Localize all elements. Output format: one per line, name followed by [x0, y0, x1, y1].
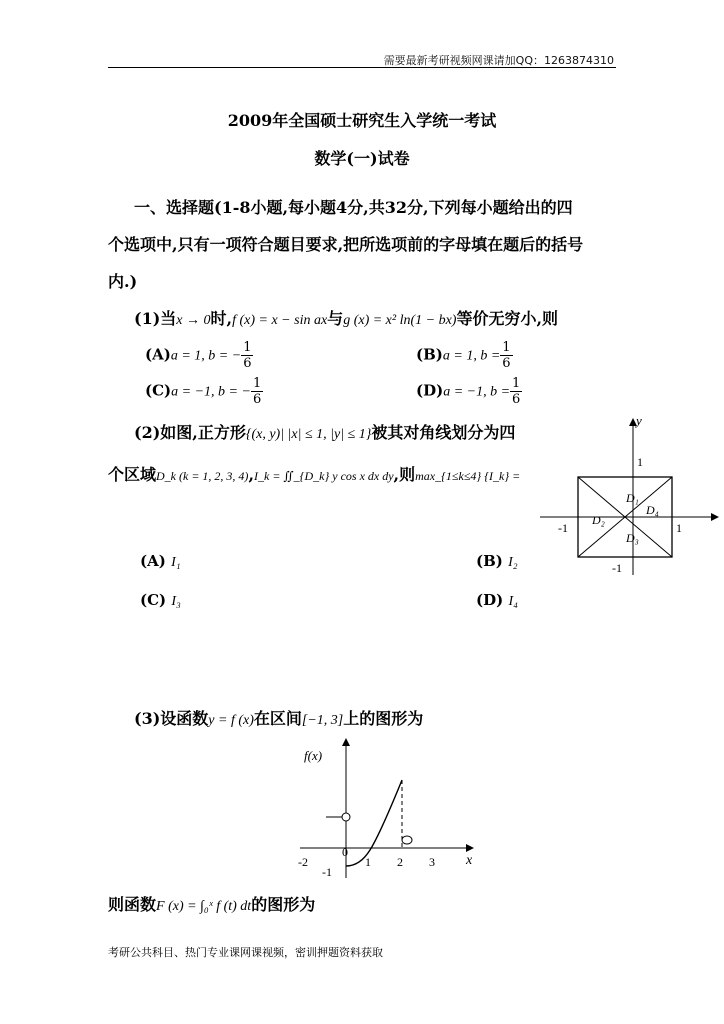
q3-followup	[108, 892, 315, 915]
frac-num: 1	[512, 376, 521, 391]
option-label: (A)	[140, 552, 166, 570]
tick-3: 3	[429, 855, 435, 869]
region-d1: D₁	[626, 491, 639, 505]
frac-num: 1	[243, 340, 252, 355]
q3-text-3: 则函数	[108, 895, 157, 914]
q2-text-2: 个区域	[108, 465, 157, 484]
q2-text-4: ,则	[393, 465, 416, 484]
q2-max-expr: max_{1≤k≤4} {I_k} =	[415, 469, 521, 483]
frac-den: 6	[512, 392, 521, 407]
q2-option-a[interactable]	[140, 552, 181, 571]
section-heading-2: 个选项中,只有一项符合题目要求,把所选项前的字母填在题后的括号	[108, 235, 584, 254]
tick-neg1: -1	[322, 865, 332, 879]
q2-number: (2)如图,正方形	[134, 423, 246, 442]
q1-option-d[interactable]	[416, 376, 522, 407]
q3-text-2: 上的图形为	[343, 709, 424, 728]
option-label: (B)	[476, 552, 503, 570]
frac-num: 1	[502, 340, 511, 355]
tick-1: 1	[365, 855, 371, 869]
option-value: I₃	[171, 594, 181, 609]
frac-den: 6	[243, 356, 252, 371]
frac-num: 1	[252, 376, 262, 391]
option-expr: a = 1, b =	[442, 348, 501, 364]
curve	[346, 780, 402, 866]
open-point-0-1	[342, 813, 350, 821]
q2-option-d[interactable]	[476, 591, 518, 610]
tick-top: 1	[637, 455, 643, 469]
q3-F-expr: F (x) = ∫₀ˣ f (t) dt	[156, 899, 252, 914]
q2-set-expr: {(x, y)| |x| ≤ 1, |y| ≤ 1}	[245, 427, 372, 442]
q2-square-figure	[540, 410, 722, 580]
header-rule	[108, 67, 616, 68]
frac-den: 6	[252, 392, 262, 407]
section-heading-1: 一、选择题(1-8小题,每小题4分,共32分,下列每小题给出的四	[134, 198, 573, 217]
origin-label: 0	[342, 845, 348, 859]
region-d2: D₂	[592, 513, 605, 527]
option-value: I₂	[508, 555, 518, 570]
option-expr: a = −1, b =	[443, 384, 511, 400]
q2-region-expr: D_k (k = 1, 2, 3, 4)	[156, 469, 249, 483]
option-label: (D)	[416, 381, 444, 400]
footer-text: 考研公共科目、热门专业课网课视频，密训押题资料获取	[108, 946, 383, 959]
x-label: x	[466, 853, 473, 868]
tick-2: 2	[397, 855, 403, 869]
q3-number: (3)设函数	[134, 709, 209, 728]
region-d4: D₄	[646, 503, 659, 517]
header-text: 需要最新考研视频网课请加QQ：1263874310	[383, 54, 614, 67]
q2-text-3: ,	[248, 465, 255, 484]
q1-option-a[interactable]	[145, 340, 253, 371]
option-label: (A)	[145, 345, 171, 364]
q3-text-4: 的图形为	[251, 895, 316, 914]
region-d3: D₃	[626, 531, 639, 545]
q2-text-1: 被其对角线划分为四	[371, 423, 516, 442]
q1-g-expr: g (x) = x² ln(1 − bx)	[343, 313, 457, 328]
q3-stem	[134, 706, 423, 729]
q1-f-expr: f (x) = x − sin ax	[232, 313, 328, 328]
q2-stem-2	[108, 462, 520, 485]
option-label: (D)	[476, 591, 504, 609]
q1-text-3: 等价无穷小,则	[456, 309, 559, 328]
frac-den: 6	[502, 356, 511, 371]
q1-number: (1)当	[134, 309, 177, 328]
q1-condition: x → 0	[176, 313, 211, 328]
option-value: I₄	[508, 594, 518, 609]
q1-option-c[interactable]	[145, 376, 263, 407]
option-expr: a = 1, b = −	[170, 348, 242, 364]
tick-neg2: -2	[298, 855, 308, 869]
option-label: (C)	[140, 591, 167, 609]
option-value: I₁	[171, 555, 181, 570]
y-axis-label: y	[636, 413, 642, 428]
exam-subtitle: 数学(一)试卷	[314, 149, 410, 168]
q1-text-2: 与	[327, 309, 344, 328]
open-point-2-0	[402, 836, 412, 844]
section-heading-3: 内.)	[108, 272, 138, 291]
q3-function-graph	[290, 738, 490, 884]
y-label: f(x)	[304, 748, 323, 763]
q3-func-expr: y = f (x)	[208, 713, 254, 728]
q1-text-1: 时,	[210, 309, 233, 328]
q1-option-b[interactable]	[416, 340, 513, 371]
option-expr: a = −1, b = −	[171, 384, 251, 400]
option-label: (C)	[145, 381, 172, 400]
q2-option-c[interactable]	[140, 591, 181, 610]
tick-right: 1	[676, 521, 682, 535]
q2-integral-expr: I_k = ∬_{D_k} y cos x dx dy	[254, 469, 394, 483]
q2-stem-1	[134, 420, 515, 443]
tick-bottom: -1	[612, 561, 622, 575]
q2-option-b[interactable]	[476, 552, 518, 571]
exam-title: 2009年全国硕士研究生入学统一考试	[227, 111, 497, 130]
option-label: (B)	[416, 345, 443, 364]
tick-left: -1	[558, 521, 568, 535]
q3-text-1: 在区间	[253, 709, 302, 728]
q1-stem	[134, 306, 558, 329]
q3-interval: [−1, 3]	[301, 713, 344, 728]
